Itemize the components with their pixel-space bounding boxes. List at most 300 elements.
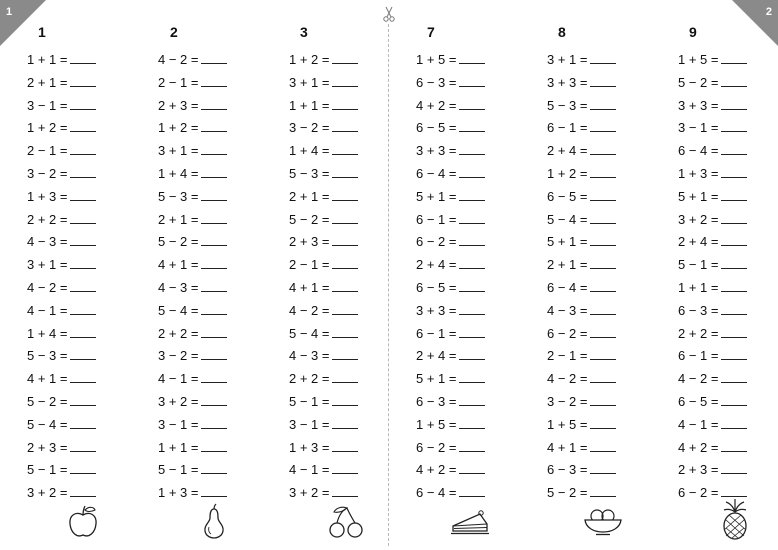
exercise-text: 5 − 4 = (158, 302, 199, 318)
answer-blank[interactable] (332, 277, 358, 292)
exercise-text: 1 + 2 = (289, 52, 330, 67)
answer-blank[interactable] (590, 140, 616, 155)
exercise-text: 3 − 1 = (678, 120, 719, 136)
answer-blank[interactable] (201, 277, 227, 292)
answer-blank[interactable] (332, 186, 358, 201)
answer-blank[interactable] (332, 323, 358, 338)
exercise-text: 4 − 2 = (547, 371, 588, 387)
exercise-text: 6 − 3 = (678, 302, 719, 318)
exercise-text: 2 + 4 = (416, 257, 457, 273)
exercise-row (678, 95, 747, 115)
exercise-text: 6 − 4 = (416, 166, 457, 181)
exercise-text: 4 + 1 = (158, 257, 199, 273)
answer-blank[interactable] (70, 117, 96, 132)
exercise-text: 5 + 1 = (416, 371, 457, 387)
exercise-row (289, 95, 358, 115)
exercise-text: 4 − 2 = (158, 52, 199, 67)
exercise-row (27, 163, 96, 183)
answer-blank[interactable] (70, 209, 96, 224)
exercise-text: 3 + 1 = (27, 257, 68, 273)
exercise-row (678, 300, 747, 320)
exercise-row (678, 368, 747, 388)
column-title: 3 (300, 24, 308, 40)
answer-blank[interactable] (332, 391, 358, 406)
answer-blank[interactable] (459, 140, 485, 155)
exercise-text: 2 + 3 = (27, 439, 68, 455)
answer-blank[interactable] (721, 254, 747, 269)
answer-blank[interactable] (459, 437, 485, 452)
exercise-row (158, 140, 227, 160)
answer-blank[interactable] (459, 391, 485, 406)
answer-blank[interactable] (590, 49, 616, 64)
answer-blank[interactable] (721, 323, 747, 338)
answer-blank[interactable] (721, 414, 747, 429)
answer-blank[interactable] (201, 254, 227, 269)
exercise-row (678, 414, 747, 434)
answer-blank[interactable] (721, 482, 747, 497)
answer-blank[interactable] (70, 391, 96, 406)
answer-blank[interactable] (201, 345, 227, 360)
answer-blank[interactable] (70, 277, 96, 292)
exercise-row (27, 482, 96, 502)
answer-blank[interactable] (332, 117, 358, 132)
answer-blank[interactable] (590, 459, 616, 474)
answer-blank[interactable] (459, 414, 485, 429)
exercise-text: 2 − 1 = (27, 143, 68, 159)
cut-line (388, 24, 389, 546)
exercise-row (416, 482, 485, 502)
exercise-text: 5 − 4 = (547, 211, 588, 227)
exercise-text: 2 + 2 = (27, 211, 68, 227)
answer-blank[interactable] (459, 482, 485, 497)
exercise-text: 2 + 3 = (678, 462, 719, 478)
exercise-text: 2 + 3 = (289, 234, 330, 250)
exercise-text: 3 − 1 = (27, 97, 68, 113)
exercise-row (678, 437, 747, 457)
answer-blank[interactable] (201, 391, 227, 406)
exercise-text: 2 + 1 = (289, 188, 330, 204)
answer-blank[interactable] (459, 186, 485, 201)
answer-blank[interactable] (590, 209, 616, 224)
column-title: 8 (558, 24, 566, 40)
answer-blank[interactable] (201, 459, 227, 474)
exercise-row (547, 277, 616, 297)
right-page-number: 2 (765, 6, 772, 18)
exercise-row (158, 209, 227, 229)
answer-blank[interactable] (459, 277, 485, 292)
exercise-row (158, 277, 227, 297)
answer-blank[interactable] (201, 72, 227, 87)
exercise-row (678, 323, 747, 343)
answer-blank[interactable] (201, 414, 227, 429)
exercise-row (547, 459, 616, 479)
exercise-text: 6 − 1 = (547, 120, 588, 136)
exercise-text: 2 + 4 = (678, 234, 719, 250)
exercise-row (158, 254, 227, 274)
exercise-text: 1 + 5 = (547, 416, 588, 432)
exercise-text: 5 − 4 = (27, 416, 68, 432)
exercise-text: 6 − 2 = (416, 439, 457, 455)
exercise-text: 2 + 2 = (289, 371, 330, 387)
exercise-row (416, 95, 485, 115)
pear-icon (202, 503, 226, 539)
exercise-row (416, 140, 485, 160)
exercise-row (289, 163, 358, 183)
answer-blank[interactable] (721, 391, 747, 406)
exercise-text: 1 + 4 = (158, 166, 199, 181)
exercise-text: 3 + 1 = (547, 52, 588, 67)
answer-blank[interactable] (721, 277, 747, 292)
exercise-text: 5 − 1 = (289, 394, 330, 409)
answer-blank[interactable] (590, 414, 616, 429)
exercise-row (289, 72, 358, 92)
exercise-text: 2 + 4 = (416, 348, 457, 364)
answer-blank[interactable] (70, 163, 96, 178)
answer-blank[interactable] (459, 49, 485, 64)
exercise-text: 5 − 2 = (678, 74, 719, 90)
exercise-row (547, 323, 616, 343)
exercise-row (416, 414, 485, 434)
answer-blank[interactable] (332, 300, 358, 315)
exercise-text: 5 + 1 = (416, 188, 457, 204)
exercise-row (547, 117, 616, 137)
answer-blank[interactable] (201, 163, 227, 178)
answer-blank[interactable] (332, 414, 358, 429)
exercise-text: 4 + 2 = (416, 97, 457, 113)
exercise-row (158, 414, 227, 434)
exercise-text: 6 − 2 = (416, 234, 457, 250)
exercise-row (158, 163, 227, 183)
answer-blank[interactable] (459, 300, 485, 315)
exercise-row (547, 368, 616, 388)
exercise-row (289, 323, 358, 343)
exercise-text: 1 + 1 = (158, 439, 199, 455)
answer-blank[interactable] (721, 163, 747, 178)
exercise-row (158, 368, 227, 388)
exercise-text: 1 + 3 = (289, 439, 330, 455)
exercise-row (547, 186, 616, 206)
exercise-text: 2 − 1 = (158, 74, 199, 90)
answer-blank[interactable] (590, 117, 616, 132)
answer-blank[interactable] (590, 277, 616, 292)
answer-blank[interactable] (590, 368, 616, 383)
answer-blank[interactable] (201, 49, 227, 64)
answer-blank[interactable] (70, 186, 96, 201)
answer-blank[interactable] (201, 323, 227, 338)
exercise-row (289, 277, 358, 297)
answer-blank[interactable] (721, 300, 747, 315)
answer-blank[interactable] (721, 140, 747, 155)
exercise-row (27, 323, 96, 343)
answer-blank[interactable] (332, 140, 358, 155)
answer-blank[interactable] (332, 231, 358, 246)
answer-blank[interactable] (459, 345, 485, 360)
answer-blank[interactable] (332, 163, 358, 178)
exercise-row (27, 254, 96, 274)
left-page-number: 1 (6, 6, 13, 18)
cherries-icon (326, 505, 366, 539)
exercise-row (547, 163, 616, 183)
answer-blank[interactable] (721, 95, 747, 110)
exercise-text: 3 + 2 = (27, 485, 68, 501)
exercise-text: 4 + 2 = (416, 462, 457, 478)
exercise-text: 2 + 4 = (547, 143, 588, 159)
answer-blank[interactable] (70, 459, 96, 474)
answer-blank[interactable] (70, 254, 96, 269)
answer-blank[interactable] (70, 72, 96, 87)
answer-blank[interactable] (201, 368, 227, 383)
apple-icon (66, 505, 100, 539)
answer-blank[interactable] (590, 254, 616, 269)
exercise-row (289, 391, 358, 411)
exercise-row (289, 117, 358, 137)
exercise-row (289, 437, 358, 457)
exercise-text: 4 − 2 = (678, 371, 719, 387)
exercise-row (678, 459, 747, 479)
answer-blank[interactable] (332, 437, 358, 452)
cake-slice-icon (450, 508, 490, 536)
exercise-text: 1 + 3 = (158, 485, 199, 501)
exercise-row (27, 95, 96, 115)
exercise-text: 5 − 1 = (158, 462, 199, 478)
answer-blank[interactable] (70, 482, 96, 497)
answer-blank[interactable] (70, 323, 96, 338)
exercise-text: 6 − 4 = (678, 143, 719, 159)
exercise-row (547, 95, 616, 115)
answer-blank[interactable] (590, 163, 616, 178)
answer-blank[interactable] (70, 345, 96, 360)
answer-blank[interactable] (721, 117, 747, 132)
answer-blank[interactable] (590, 186, 616, 201)
exercise-text: 5 − 3 = (289, 166, 330, 181)
answer-blank[interactable] (201, 117, 227, 132)
fruit-bowl-icon (582, 506, 624, 536)
exercise-row (678, 391, 747, 411)
answer-blank[interactable] (721, 209, 747, 224)
exercise-text: 6 − 5 = (416, 120, 457, 136)
exercise-text: 5 − 2 = (289, 211, 330, 227)
exercise-text: 1 + 5 = (416, 52, 457, 67)
exercise-row (27, 49, 96, 69)
answer-blank[interactable] (332, 72, 358, 87)
exercise-text: 3 + 1 = (289, 74, 330, 90)
exercise-row (416, 117, 485, 137)
exercise-text: 1 + 1 = (678, 280, 719, 295)
exercise-text: 1 + 5 = (416, 416, 457, 432)
exercise-row (416, 437, 485, 457)
answer-blank[interactable] (201, 482, 227, 497)
exercise-text: 4 − 3 = (289, 348, 330, 364)
exercise-row (289, 254, 358, 274)
exercise-row (678, 231, 747, 251)
answer-blank[interactable] (332, 459, 358, 474)
exercise-text: 1 + 4 = (289, 143, 330, 159)
exercise-text: 2 + 1 = (27, 74, 68, 90)
answer-blank[interactable] (201, 140, 227, 155)
exercise-row (416, 323, 485, 343)
exercise-row (289, 231, 358, 251)
answer-blank[interactable] (459, 254, 485, 269)
answer-blank[interactable] (332, 95, 358, 110)
exercise-row (158, 186, 227, 206)
answer-blank[interactable] (332, 209, 358, 224)
exercise-row (416, 459, 485, 479)
exercise-text: 4 + 2 = (678, 439, 719, 455)
answer-blank[interactable] (70, 140, 96, 155)
exercise-text: 4 + 1 = (27, 371, 68, 387)
exercise-row (158, 117, 227, 137)
exercise-row (547, 254, 616, 274)
answer-blank[interactable] (332, 368, 358, 383)
answer-blank[interactable] (201, 300, 227, 315)
exercise-row (416, 345, 485, 365)
exercise-row (289, 186, 358, 206)
exercise-row (158, 72, 227, 92)
exercise-row (27, 368, 96, 388)
answer-blank[interactable] (332, 49, 358, 64)
answer-blank[interactable] (332, 345, 358, 360)
exercise-row (678, 254, 747, 274)
exercise-text: 1 + 4 = (27, 325, 68, 341)
answer-blank[interactable] (590, 300, 616, 315)
answer-blank[interactable] (721, 345, 747, 360)
exercise-text: 1 + 2 = (27, 120, 68, 136)
exercise-row (289, 140, 358, 160)
exercise-text: 3 + 3 = (678, 97, 719, 113)
exercise-text: 1 + 3 = (678, 166, 719, 181)
answer-blank[interactable] (459, 459, 485, 474)
exercise-row (27, 117, 96, 137)
exercise-row (547, 437, 616, 457)
answer-blank[interactable] (70, 231, 96, 246)
exercise-row (27, 72, 96, 92)
answer-blank[interactable] (201, 231, 227, 246)
exercise-row (289, 414, 358, 434)
exercise-row (678, 117, 747, 137)
exercise-text: 3 − 1 = (289, 416, 330, 432)
exercise-text: 1 + 5 = (678, 52, 719, 67)
exercise-row (27, 209, 96, 229)
exercise-text: 6 − 3 = (547, 462, 588, 478)
answer-blank[interactable] (70, 414, 96, 429)
exercise-text: 2 + 1 = (158, 211, 199, 227)
answer-blank[interactable] (70, 437, 96, 452)
exercise-row (547, 231, 616, 251)
exercise-row (547, 72, 616, 92)
answer-blank[interactable] (70, 300, 96, 315)
answer-blank[interactable] (459, 163, 485, 178)
answer-blank[interactable] (332, 254, 358, 269)
answer-blank[interactable] (721, 72, 747, 87)
answer-blank[interactable] (721, 368, 747, 383)
exercise-row (27, 345, 96, 365)
answer-blank[interactable] (201, 437, 227, 452)
answer-blank[interactable] (590, 72, 616, 87)
answer-blank[interactable] (201, 186, 227, 201)
answer-blank[interactable] (459, 323, 485, 338)
exercise-text: 6 − 4 = (547, 280, 588, 295)
exercise-text: 6 − 3 = (416, 74, 457, 90)
exercise-row (547, 49, 616, 69)
exercise-row (289, 345, 358, 365)
exercise-text: 2 − 1 = (547, 348, 588, 364)
exercise-text: 4 − 3 = (158, 280, 199, 295)
exercise-text: 6 − 4 = (416, 485, 457, 501)
answer-blank[interactable] (459, 231, 485, 246)
exercise-row (158, 49, 227, 69)
answer-blank[interactable] (590, 437, 616, 452)
exercise-row (27, 414, 96, 434)
exercise-text: 3 − 2 = (158, 348, 199, 364)
answer-blank[interactable] (459, 209, 485, 224)
exercise-row (27, 437, 96, 457)
answer-blank[interactable] (70, 95, 96, 110)
answer-blank[interactable] (459, 72, 485, 87)
exercise-text: 1 + 1 = (27, 52, 68, 67)
exercise-row (158, 345, 227, 365)
exercise-row (416, 163, 485, 183)
exercise-text: 3 + 3 = (416, 143, 457, 159)
answer-blank[interactable] (590, 95, 616, 110)
exercise-text: 2 + 1 = (547, 257, 588, 273)
exercise-row (158, 437, 227, 457)
answer-blank[interactable] (70, 368, 96, 383)
exercise-text: 1 + 3 = (27, 188, 68, 204)
exercise-row (416, 72, 485, 92)
exercise-row (289, 482, 358, 502)
answer-blank[interactable] (590, 323, 616, 338)
exercise-row (547, 300, 616, 320)
answer-blank[interactable] (459, 95, 485, 110)
answer-blank[interactable] (590, 231, 616, 246)
exercise-row (289, 209, 358, 229)
answer-blank[interactable] (721, 437, 747, 452)
exercise-row (416, 231, 485, 251)
exercise-text: 3 − 1 = (158, 416, 199, 432)
answer-blank[interactable] (459, 368, 485, 383)
exercise-row (678, 345, 747, 365)
answer-blank[interactable] (590, 482, 616, 497)
exercise-row (416, 391, 485, 411)
answer-blank[interactable] (201, 209, 227, 224)
exercise-text: 2 + 2 = (678, 325, 719, 341)
exercise-row (678, 49, 747, 69)
exercise-row (678, 209, 747, 229)
exercise-text: 3 + 2 = (158, 394, 199, 409)
column-title: 1 (38, 24, 46, 40)
exercise-row (27, 140, 96, 160)
exercise-text: 5 − 2 = (158, 234, 199, 250)
exercise-row (678, 140, 747, 160)
answer-blank[interactable] (590, 391, 616, 406)
answer-blank[interactable] (721, 186, 747, 201)
column-title: 2 (170, 24, 178, 40)
exercise-row (547, 345, 616, 365)
answer-blank[interactable] (332, 482, 358, 497)
exercise-text: 5 − 1 = (27, 462, 68, 478)
exercise-text: 6 − 1 = (416, 325, 457, 341)
answer-blank[interactable] (459, 117, 485, 132)
exercise-text: 3 + 1 = (158, 143, 199, 159)
answer-blank[interactable] (70, 49, 96, 64)
exercise-row (416, 186, 485, 206)
exercise-text: 5 − 4 = (289, 325, 330, 341)
answer-blank[interactable] (721, 459, 747, 474)
answer-blank[interactable] (201, 95, 227, 110)
answer-blank[interactable] (721, 49, 747, 64)
answer-blank[interactable] (590, 345, 616, 360)
answer-blank[interactable] (721, 231, 747, 246)
